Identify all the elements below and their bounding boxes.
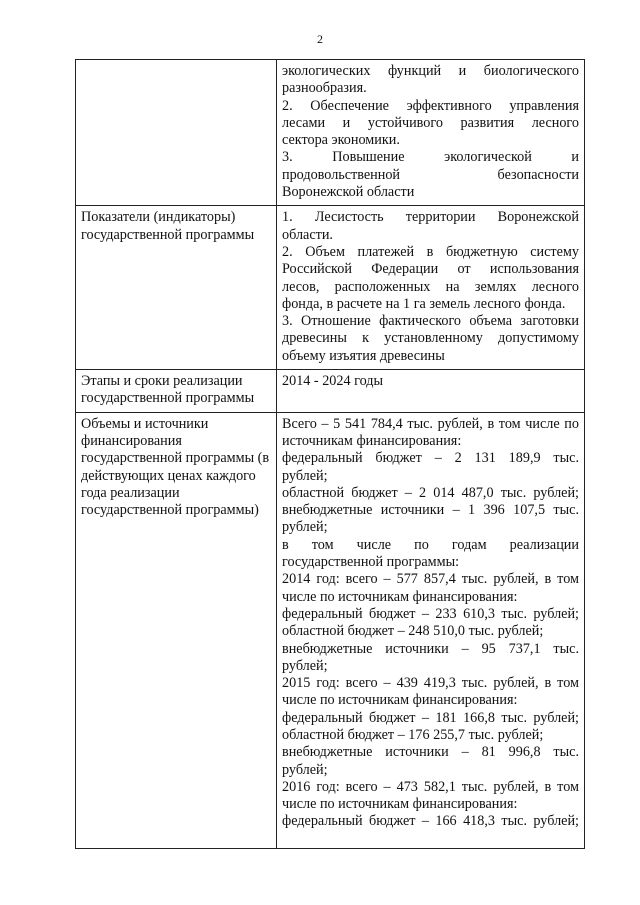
content-line: 2014 - 2024 годы [282, 373, 384, 390]
row-label-cell: Показатели (индикаторы) государственной программы [76, 206, 277, 370]
content-line: внебюджетные источники – 81 996,8 тыс. [282, 744, 579, 761]
content-line: областной бюджет – 2 014 487,0 тыс. рублей; [282, 484, 579, 501]
content-line: внебюджетные источники – 1 396 107,5 тыс. [282, 502, 579, 519]
table-row [76, 370, 585, 413]
row-content-cell [277, 412, 585, 848]
content-line: источникам финансирования: [282, 432, 462, 449]
content-line: 2014 год: всего – 577 857,4 тыс. рублей, в том [282, 571, 579, 588]
content-line: федеральный бюджет – 166 418,3 тыс. рублей; [282, 813, 579, 830]
row-content-cell [277, 206, 585, 370]
table-row [76, 206, 585, 370]
content-line: федеральный бюджет – 181 166,8 тыс. рублей; [282, 709, 579, 726]
content-line: 2016 год: всего – 473 582,1 тыс. рублей, в том [282, 778, 579, 795]
content-line: древесины к установленному допустимому [282, 330, 579, 347]
content-line: 2. Обеспечение эффективного управления [282, 97, 579, 114]
content-line: рублей; [282, 467, 328, 484]
content-line: 2015 год: всего – 439 419,3 тыс. рублей, в том [282, 675, 579, 692]
content-line: разнообразия. [282, 80, 367, 97]
content-line: рублей; [282, 519, 328, 536]
content-line: областной бюджет – 248 510,0 тыс. рублей; [282, 623, 544, 640]
content-line: государственной программы: [282, 554, 460, 571]
content-line: внебюджетные источники – 95 737,1 тыс. [282, 640, 579, 657]
content-line: федеральный бюджет – 2 131 189,9 тыс. [282, 450, 579, 467]
content-line: лесами и устойчивого развития лесного [282, 114, 579, 131]
content-line: объему изъятия древесины [282, 347, 445, 364]
content-line: 1. Лесистость территории Воронежской [282, 209, 579, 226]
content-line: продовольственной безопасности [282, 166, 579, 183]
content-line: 2. Объем платежей в бюджетную систему [282, 243, 579, 260]
content-line: 3. Отношение фактического объема заготовки [282, 313, 579, 330]
content-line: рублей; [282, 657, 328, 674]
passport-table-body [76, 60, 585, 849]
content-line: сектора экономики. [282, 132, 400, 149]
content-line: числе по источникам финансирования: [282, 692, 518, 709]
table-row [76, 60, 585, 206]
row-content-cell [277, 370, 585, 413]
content-line: области. [282, 226, 333, 243]
passport-table [75, 59, 585, 849]
content-line: Всего – 5 541 784,4 тыс. рублей, в том числе по [282, 415, 579, 432]
row-label-cell [76, 60, 277, 206]
content-line: федеральный бюджет – 233 610,3 тыс. рублей; [282, 605, 579, 622]
page-number: 2 [317, 32, 323, 46]
content-line: фонда, в расчете на 1 га земель лесного фонда. [282, 295, 566, 312]
content-line: 3. Повышение экологической и [282, 149, 579, 166]
content-line: областной бюджет – 176 255,7 тыс. рублей; [282, 726, 544, 743]
content-line: в том числе по годам реализации [282, 536, 579, 553]
content-line: числе по источникам финансирования: [282, 796, 518, 813]
content-line: рублей; [282, 761, 328, 778]
content-line: числе по источникам финансирования: [282, 588, 518, 605]
content-line: лесов, расположенных на землях лесного [282, 278, 579, 295]
content-line: Российской Федерации от использования [282, 261, 579, 278]
table-row [76, 412, 585, 848]
content-line: Воронежской области [282, 184, 415, 201]
content-line: экологических функций и биологического [282, 63, 579, 79]
row-label-cell: Этапы и сроки реализации государственной программы [76, 370, 277, 413]
row-content-cell [277, 60, 585, 206]
row-label-cell: Объемы и источники финансирования государственной программы (в действующих ценах каждого года реализации государственной программы) [76, 412, 277, 848]
